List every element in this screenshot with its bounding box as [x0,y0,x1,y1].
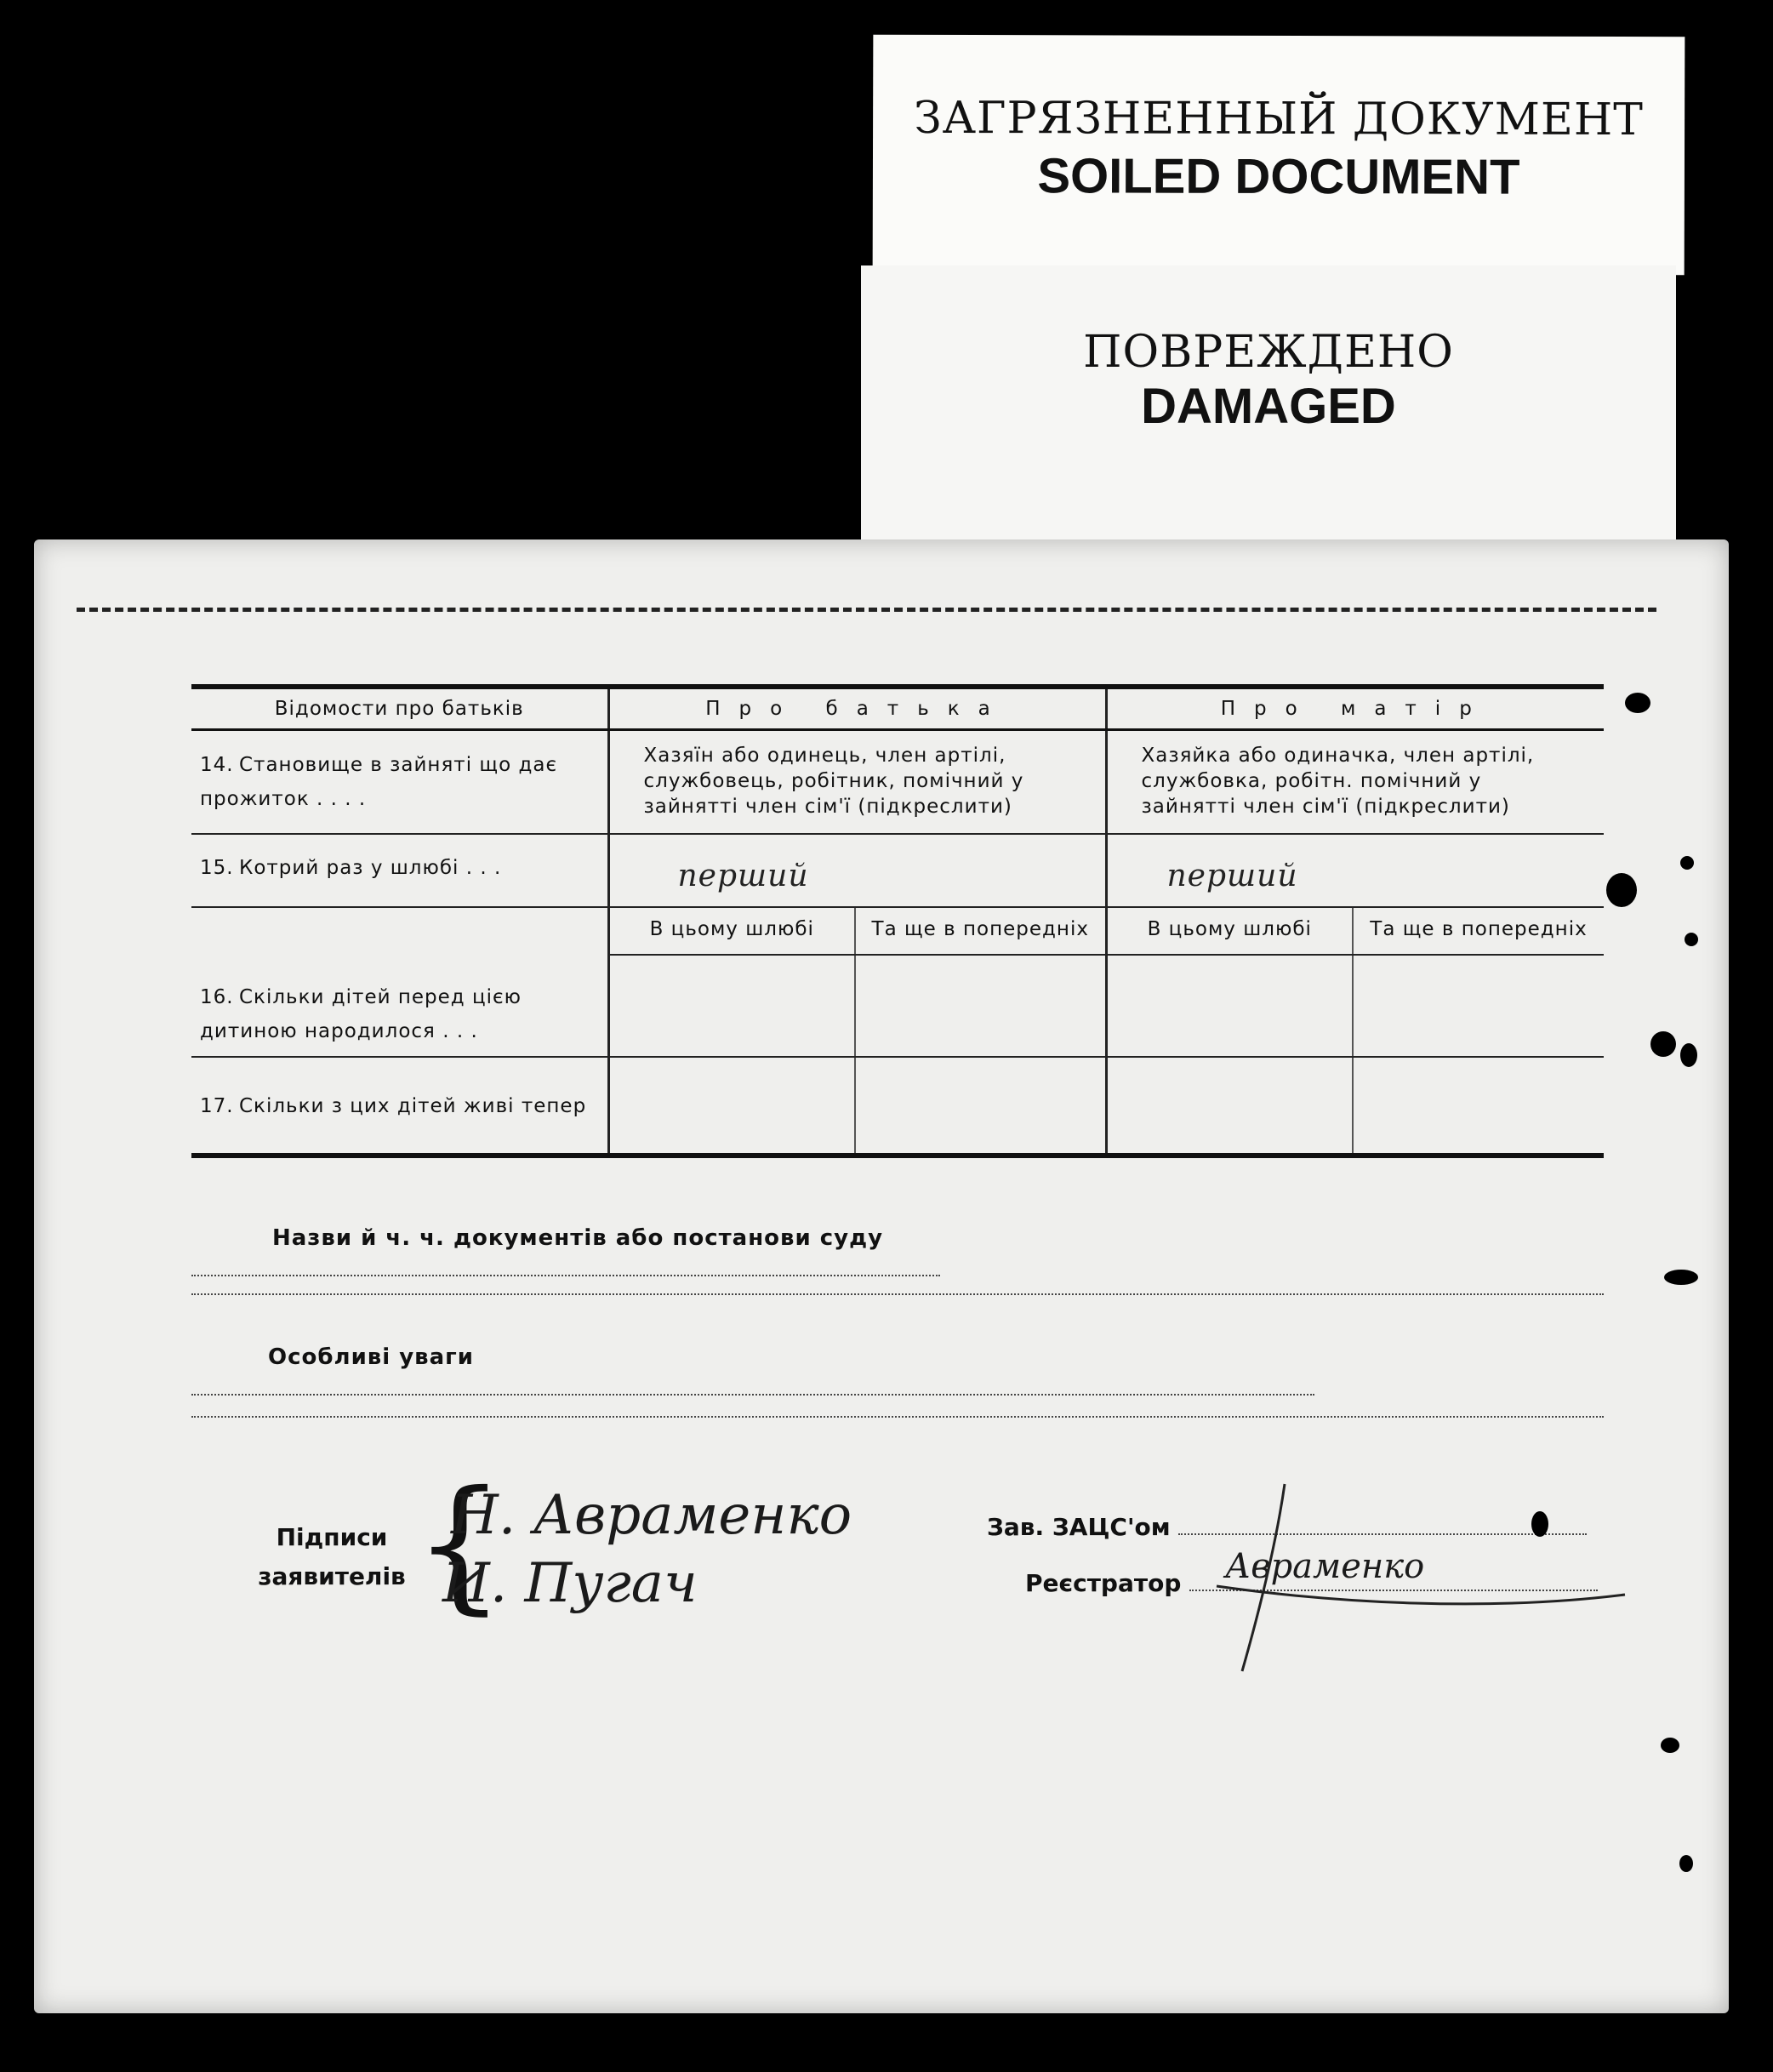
table-row-16 [191,955,1604,1057]
applicant-signature-1: Н. Авраменко [451,1484,852,1547]
damaged-tag-en: DAMAGED [1141,379,1396,434]
table-header-row [191,687,1604,730]
documents-line-2 [191,1293,1604,1295]
father-in-marriage-header: В цьому шлюбі [608,907,855,955]
table-row-17 [191,1057,1604,1156]
damage-blot [1650,1031,1676,1057]
applicant-signature-2: И. Пугач [442,1552,698,1615]
row-number: 17. [200,1094,234,1117]
documents-field [191,1225,1604,1276]
damage-blot [1625,693,1650,713]
soiled-document-tag [873,35,1685,275]
mother-occupation: Хазяйка або одиначка, член артілі, службовка, робітн. помічний у зайнятті член сім'ї (підкреслити) [1106,730,1604,834]
remarks-line [191,1394,1314,1396]
signature-label-line1: Підписи [276,1523,388,1551]
damage-blot [1680,856,1694,870]
damaged-tag-ru: ПОВРЕЖДЕНО [1083,327,1454,378]
row-number: 14. [200,754,234,776]
father-occupation: Хазяїн або одинець, член артілі, службовець, робітник, помічний у зайнятті член сім'ї (підкреслити) [608,730,1106,834]
parents-info-table [191,684,1604,1158]
table-subheader-row [191,907,1604,955]
documents-line [191,1275,940,1276]
mother-previous-header: Та ще в попередніх [1353,907,1604,955]
head-zags-label: Зав. ЗАЦС'ом [987,1513,1171,1541]
header-info: Відомости про батьків [191,687,608,730]
father-previous-header: Та ще в попередніх [855,907,1106,955]
row-number: 16. [200,985,234,1008]
mother-in-marriage-header: В цьому шлюбі [1106,907,1353,955]
soiled-tag-en: SOILED DOCUMENT [1037,148,1520,205]
documents-label: Назви й ч. ч. документів або постанови суду [272,1225,884,1251]
document-sheet [34,539,1729,2013]
row-label: Скільки з цих дітей живі тепер [239,1094,587,1117]
row-label: Становище в зайняті що дає прожиток . . . . [200,754,558,810]
mother-marriage-count: перший [1166,858,1298,893]
remarks-field [191,1344,1604,1396]
damage-blot [1664,1270,1698,1285]
row-number: 15. [200,856,234,879]
registrar-signature: Авраменко [1225,1547,1425,1586]
damage-blot [1685,933,1698,946]
soiled-tag-ru: ЗАГРЯЗНЕННЫЙ ДОКУМЕНТ [914,92,1644,146]
signature-brace: { [413,1460,506,1629]
header-father: Про батька [608,687,1106,730]
damage-blot [1680,1043,1697,1067]
registrar-label: Реєстратор [1025,1569,1182,1597]
row-label: Скільки дітей перед цією дитиною народилося . . . [200,985,522,1042]
registrar-signature-flourish [1166,1476,1642,1688]
header-mother: Про матір [1106,687,1604,730]
father-marriage-count: перший [677,858,809,893]
damage-blot [1531,1511,1548,1537]
table-row-14 [191,730,1604,834]
remarks-label: Особливі уваги [268,1344,474,1370]
damage-blot [1606,873,1637,907]
remarks-line-2 [191,1416,1604,1418]
applicants-signature-label [247,1518,417,1596]
damage-blot [1661,1738,1679,1753]
table-row-15 [191,834,1604,907]
signature-label-line2: заявителів [258,1562,406,1590]
damage-blot [1679,1855,1693,1872]
perforation-line [77,608,1656,612]
row-label: Котрий раз у шлюбі . . . [239,856,502,879]
damaged-document-tag [861,265,1676,555]
